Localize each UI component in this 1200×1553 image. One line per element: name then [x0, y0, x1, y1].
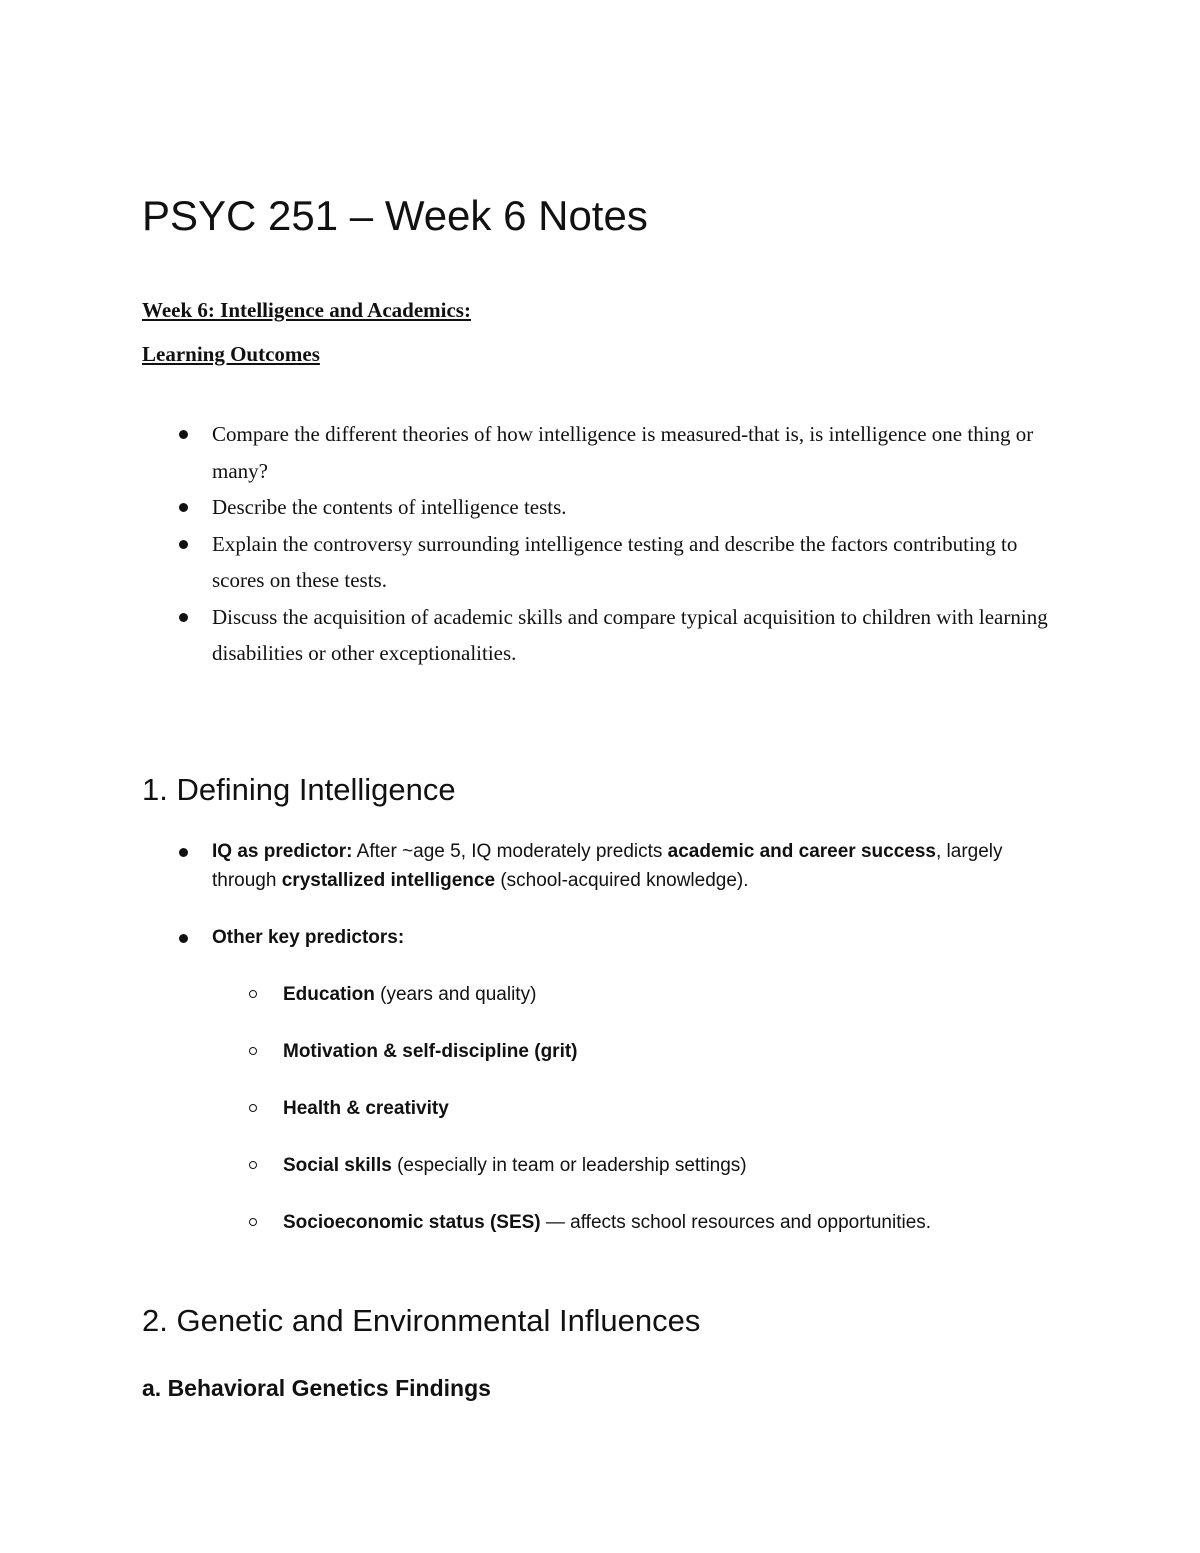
- list-item: [212, 980, 1072, 1009]
- section-1-heading: 1. Defining Intelligence: [142, 772, 456, 807]
- section-2a-heading: a. Behavioral Genetics Findings: [142, 1375, 491, 1401]
- iq-text-a: After ~age 5, IQ moderately predicts: [352, 841, 668, 862]
- iq-bold-a: academic and career success: [667, 841, 936, 862]
- iq-predictor-text: [142, 837, 1072, 895]
- list-item: [142, 599, 1072, 672]
- list-item: [212, 1208, 1072, 1237]
- iq-text-b: , largely through: [212, 841, 1003, 891]
- filled-disc-bullet-icon: [179, 503, 188, 512]
- filled-disc-bullet-icon: [179, 430, 188, 439]
- predictor-bold: Social skills: [283, 1155, 392, 1176]
- iq-bold-b: crystallized intelligence: [281, 870, 496, 891]
- predictor-bold: Motivation & self-discipline (grit): [283, 1041, 578, 1062]
- list-item: [142, 416, 1072, 489]
- hollow-circle-bullet-icon: [249, 990, 257, 998]
- section-2-heading: 2. Genetic and Environmental Influences: [142, 1303, 701, 1338]
- filled-disc-bullet-icon: [179, 613, 188, 622]
- list-item: [212, 1151, 1072, 1180]
- predictor-bold: Health & creativity: [283, 1098, 449, 1119]
- outcome-text: Describe the contents of intelligence tests.: [212, 495, 567, 519]
- hollow-circle-bullet-icon: [249, 1104, 257, 1112]
- predictor-bold: Socioeconomic status (SES): [283, 1212, 541, 1233]
- filled-disc-bullet-icon: [179, 540, 188, 549]
- list-item: [142, 526, 1072, 599]
- outcome-text: Explain the controversy surrounding intelligence testing and describe the factors contributing to scores on these tests.: [212, 531, 1018, 592]
- list-item: [142, 489, 1072, 526]
- document-title: PSYC 251 – Week 6 Notes: [142, 192, 648, 239]
- hollow-circle-bullet-icon: [249, 1047, 257, 1055]
- list-item: [212, 1094, 1072, 1123]
- hollow-circle-bullet-icon: [249, 1218, 257, 1226]
- week-heading: Week 6: Intelligence and Academics:: [142, 298, 471, 322]
- predictor-rest: (especially in team or leadership settings): [391, 1155, 747, 1176]
- hollow-circle-bullet-icon: [249, 1161, 257, 1169]
- outcome-text: Discuss the acquisition of academic skills and compare typical acquisition to children with learning disabilities or other exceptionalities.: [212, 604, 1048, 665]
- iq-label: IQ as predictor:: [212, 841, 353, 862]
- learning-outcomes-list: [142, 416, 1072, 672]
- predictor-bold: Education: [283, 984, 375, 1005]
- filled-disc-bullet-icon: [179, 848, 188, 857]
- filled-disc-bullet-icon: [179, 934, 188, 943]
- other-predictors-label: Other key predictors:: [212, 927, 405, 948]
- learning-outcomes-heading: Learning Outcomes: [142, 342, 320, 366]
- predictor-rest: (years and quality): [374, 984, 537, 1005]
- other-predictors-item: [142, 923, 1072, 952]
- list-item: [212, 1037, 1072, 1066]
- other-predictors-text: [142, 923, 1072, 952]
- outcome-text: Compare the different theories of how intelligence is measured-that is, is intelligence one thing or many?: [212, 422, 1034, 483]
- iq-predictor-item: [142, 837, 1072, 895]
- iq-text-c: (school-acquired knowledge).: [495, 870, 749, 891]
- predictor-rest: — affects school resources and opportunities.: [540, 1212, 932, 1233]
